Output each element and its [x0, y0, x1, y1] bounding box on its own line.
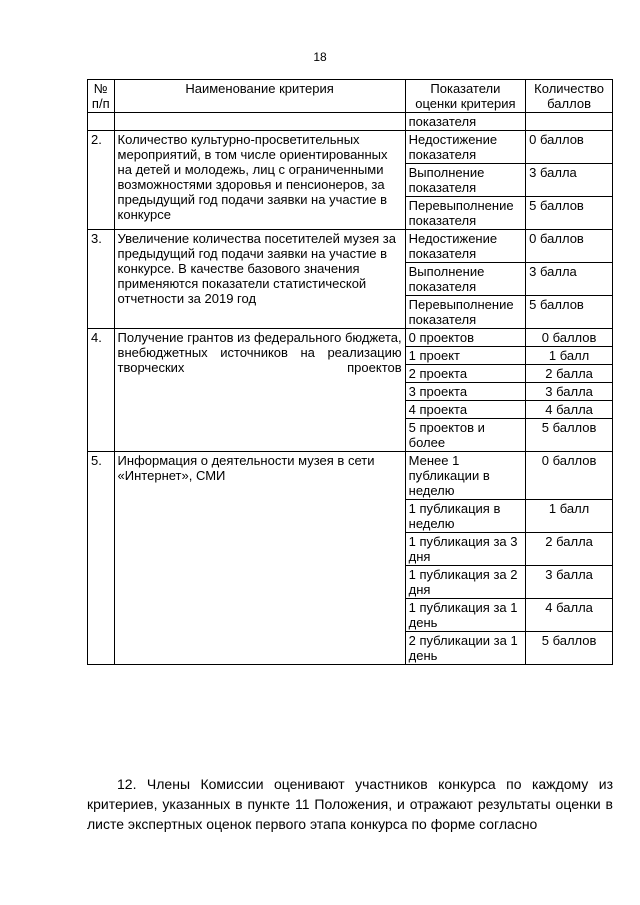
points-cell: 4 балла — [526, 401, 613, 419]
points-cell: 0 баллов — [526, 452, 613, 500]
points-cell: 0 баллов — [526, 230, 613, 263]
table-row — [88, 131, 613, 164]
indicator-cell: Перевыполнение показателя — [405, 197, 526, 230]
indicator-cell: 2 публикации за 1 день — [405, 632, 526, 665]
indicator-cell: Перевыполнение показателя — [405, 296, 526, 329]
indicator-cell: 1 проект — [405, 347, 526, 365]
criterion-name — [114, 329, 405, 452]
page-number: 18 — [313, 50, 327, 64]
indicator-cell: Выполнение показателя — [405, 164, 526, 197]
indicator-cell: 4 проекта — [405, 401, 526, 419]
points-cell: 5 баллов — [526, 296, 613, 329]
indicator-cell: 5 проектов и более — [405, 419, 526, 452]
points-cell: 3 балла — [526, 164, 613, 197]
indicator-cell: 1 публикация за 3 дня — [405, 533, 526, 566]
table-row — [88, 452, 613, 500]
criterion-name-text: Получение грантов из федерального бюджета, внебюджетных источников на реализацию творческих проектов — [117, 330, 402, 375]
criterion-name: Увеличение количества посетителей музея за предыдущий год подачи заявки на участие в конкурсе. В качестве базового значения применяются показатели статистической отчетности за 2019 год — [114, 230, 405, 329]
points-cell: 0 баллов — [526, 329, 613, 347]
indicator-cell: 1 публикация за 1 день — [405, 599, 526, 632]
points-cell: 3 балла — [526, 566, 613, 599]
criterion-name: Количество культурно-просветительных мероприятий, в том числе ориентированных на детей и молодежь, лиц с ограниченными возможностями здоровья и пенсионеров, за предыдущий год подачи заявки на участие в конкурсе — [114, 131, 405, 230]
points-cell: 4 балла — [526, 599, 613, 632]
indicator-cell: 0 проектов — [405, 329, 526, 347]
table-row — [88, 329, 613, 347]
points-cell: 5 баллов — [526, 419, 613, 452]
table-row — [88, 230, 613, 263]
points-cell: 5 баллов — [526, 632, 613, 665]
points-cell: 3 балла — [526, 263, 613, 296]
indicator-cell: 2 проекта — [405, 365, 526, 383]
points-cell: 5 баллов — [526, 197, 613, 230]
indicator-cell: показателя — [405, 113, 526, 131]
indicator-cell: 1 публикация в неделю — [405, 500, 526, 533]
points-cell: 1 балл — [526, 500, 613, 533]
indicator-cell: Менее 1 публикации в неделю — [405, 452, 526, 500]
points-cell: 3 балла — [526, 383, 613, 401]
points-cell: 1 балл — [526, 347, 613, 365]
header-name: Наименование критерия — [114, 80, 405, 113]
header-points: Количество баллов — [526, 80, 613, 113]
indicator-cell: Недостижение показателя — [405, 131, 526, 164]
criterion-name: Информация о деятельности музея в сети «Интернет», СМИ — [114, 452, 405, 665]
indicator-cell: 1 публикация за 2 дня — [405, 566, 526, 599]
table-row-carryover — [88, 113, 613, 131]
indicator-cell: Выполнение показателя — [405, 263, 526, 296]
points-cell: 2 балла — [526, 365, 613, 383]
header-indicators: Показатели оценки критерия — [405, 80, 526, 113]
paragraph-12: 12. Члены Комиссии оценивают участников конкурса по каждому из критериев, указанных в пункте 11 Положения, и отражают результаты оценки в листе экспертных оценок первого этапа конкурса по форме согласно — [87, 776, 613, 832]
criteria-table — [87, 79, 613, 665]
points-cell: 0 баллов — [526, 131, 613, 164]
criterion-num: 2. — [88, 131, 115, 230]
criterion-num: 4. — [88, 329, 115, 452]
table-header-row — [88, 80, 613, 113]
criterion-num: 5. — [88, 452, 115, 665]
indicator-cell: 3 проекта — [405, 383, 526, 401]
points-cell: 2 балла — [526, 533, 613, 566]
header-num: № п/п — [88, 80, 115, 113]
criterion-num: 3. — [88, 230, 115, 329]
indicator-cell: Недостижение показателя — [405, 230, 526, 263]
